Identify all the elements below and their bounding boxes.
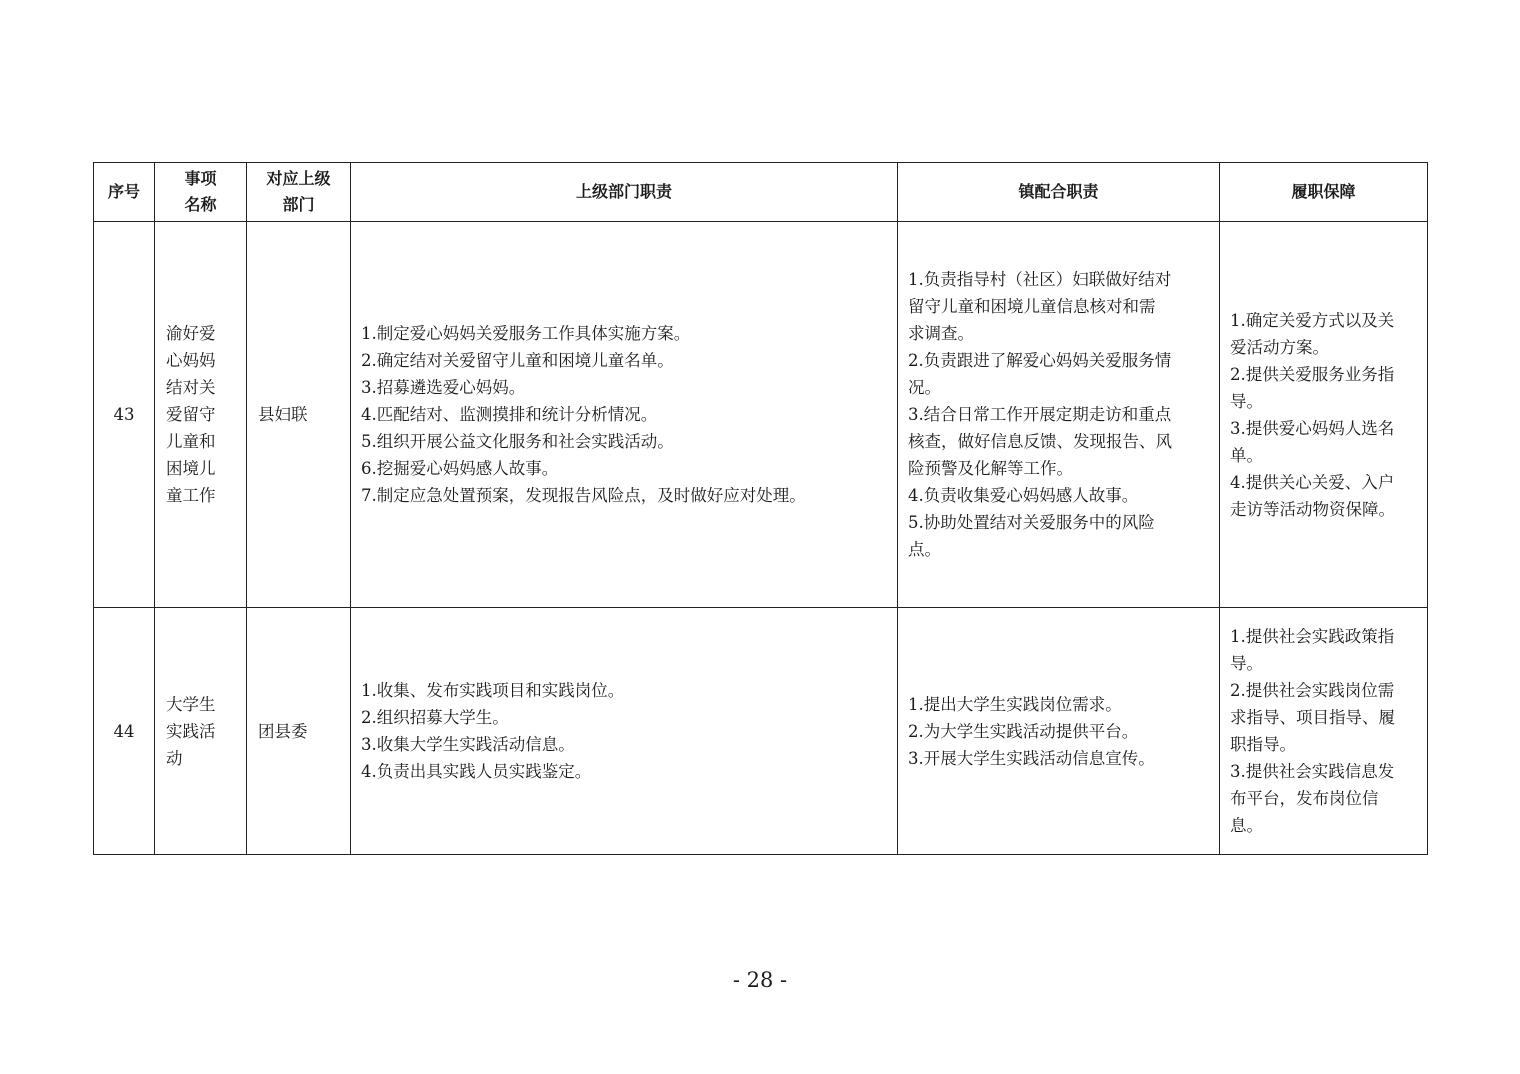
row-town-duties: 1.提出大学生实践岗位需求。 2.为大学生实践活动提供平台。 3.开展大学生实践活动信息宣传。 [898,608,1220,855]
table-header-row [94,163,1428,222]
row-item-name: 渝好爱 心妈妈 结对关 爱留守 儿童和 困境儿 童工作 [155,222,247,608]
table-row [94,222,1428,608]
row-dept: 县妇联 [247,222,351,608]
header-upper-duties: 上级部门职责 [351,163,898,222]
row-upper-duties: 1.收集、发布实践项目和实践岗位。 2.组织招募大学生。 3.收集大学生实践活动信息。 4.负责出具实践人员实践鉴定。 [351,608,898,855]
header-item-name: 事项 名称 [155,163,247,222]
row-dept: 团县委 [247,608,351,855]
responsibility-table [93,162,1428,855]
header-town-duties: 镇配合职责 [898,163,1220,222]
row-no: 44 [94,608,155,855]
page-number: - 28 - [732,968,788,992]
table-row [94,608,1428,855]
row-upper-duties: 1.制定爱心妈妈关爱服务工作具体实施方案。 2.确定结对关爱留守儿童和困境儿童名单。 3.招募遴选爱心妈妈。 4.匹配结对、监测摸排和统计分析情况。 5.组织开展公益文化服务和社会实践活动。 6.挖掘爱心妈妈感人故事。 7.制定应急处置预案，发现报告风险点，及时做好应对处理。 [351,222,898,608]
row-town-duties: 1.负责指导村（社区）妇联做好结对 留守儿童和困境儿童信息核对和需 求调查。 2.负责跟进了解爱心妈妈关爱服务情 况。 3.结合日常工作开展定期走访和重点 核查，做好信息反馈、发现报告、风 险预警及化解等工作。 4.负责收集爱心妈妈感人故事。 5.协助处置结对关爱服务中的风险 点。 [898,222,1220,608]
header-guarantee: 履职保障 [1220,163,1428,222]
row-no: 43 [94,222,155,608]
header-upper-dept: 对应上级 部门 [247,163,351,222]
row-item-name: 大学生 实践活 动 [155,608,247,855]
row-guarantee: 1.提供社会实践政策指 导。 2.提供社会实践岗位需 求指导、项目指导、履 职指导。 3.提供社会实践信息发 布平台，发布岗位信 息。 [1220,608,1428,855]
header-no: 序号 [94,163,155,222]
row-guarantee: 1.确定关爱方式以及关 爱活动方案。 2.提供关爱服务业务指 导。 3.提供爱心妈妈人选名 单。 4.提供关心关爱、入户 走访等活动物资保障。 [1220,222,1428,608]
